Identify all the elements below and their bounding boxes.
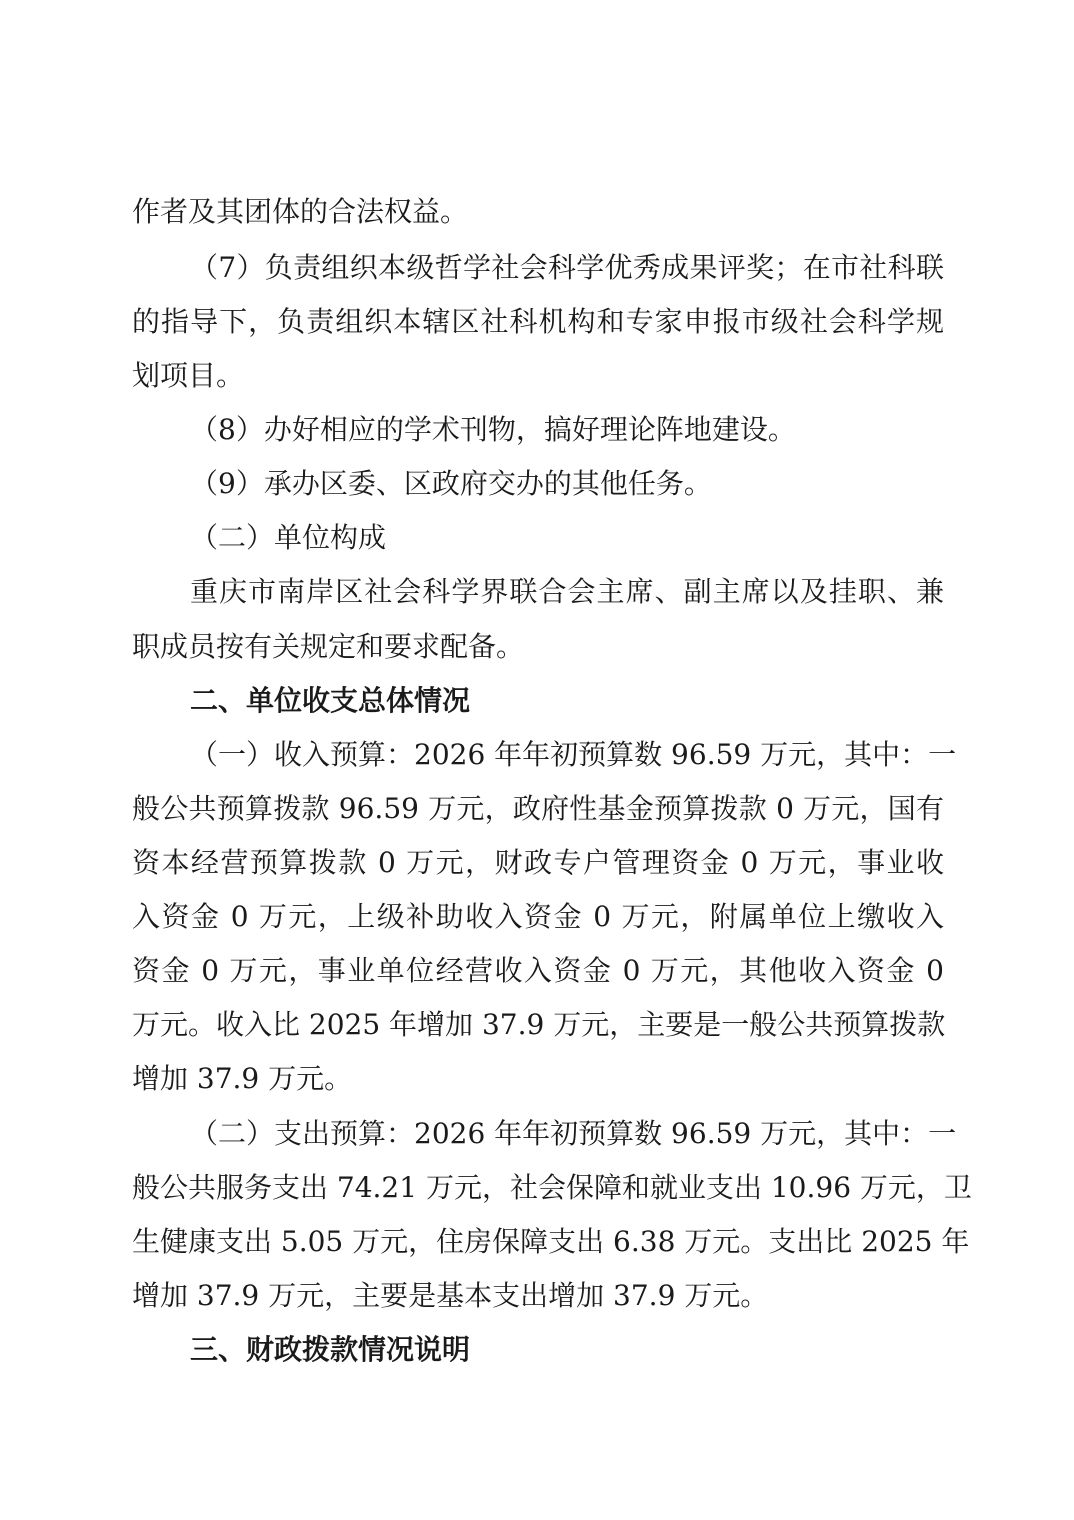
paragraph-line: 增加 37.9 万元。 — [132, 1062, 353, 1095]
paragraph-line: （二）支出预算：2026 年年初预算数 96.59 万元，其中：一 — [190, 1117, 957, 1150]
paragraph-line: 般公共预算拨款 96.59 万元，政府性基金预算拨款 0 万元，国有 — [132, 792, 944, 825]
paragraph-line: 作者及其团体的合法权益。 — [132, 195, 469, 228]
paragraph-line: （9）承办区委、区政府交办的其他任务。 — [190, 467, 712, 500]
paragraph-line: （二）单位构成 — [190, 521, 387, 554]
paragraph-line: 职成员按有关规定和要求配备。 — [132, 630, 525, 663]
paragraph-line: （7）负责组织本级哲学社会科学优秀成果评奖；在市社科联 — [190, 251, 944, 284]
paragraph-line: 资本经营预算拨款 0 万元，财政专户管理资金 0 万元，事业收 — [132, 846, 944, 879]
paragraph-line: 般公共服务支出 74.21 万元，社会保障和就业支出 10.96 万元，卫 — [132, 1171, 972, 1204]
paragraph-line: 资金 0 万元，事业单位经营收入资金 0 万元，其他收入资金 0 — [132, 954, 944, 987]
paragraph-line: 的指导下，负责组织本辖区社科机构和专家申报市级社会科学规 — [132, 305, 944, 338]
section-heading: 二、单位收支总体情况 — [190, 684, 471, 717]
paragraph-line: 增加 37.9 万元，主要是基本支出增加 37.9 万元。 — [132, 1279, 769, 1312]
paragraph-line: 入资金 0 万元，上级补助收入资金 0 万元，附属单位上缴收入 — [132, 900, 944, 933]
paragraph-line: 万元。收入比 2025 年增加 37.9 万元，主要是一般公共预算拨款 — [132, 1008, 946, 1041]
paragraph-line: 划项目。 — [132, 359, 245, 392]
paragraph-line: 重庆市南岸区社会科学界联合会主席、副主席以及挂职、兼 — [190, 575, 944, 608]
paragraph-line: （8）办好相应的学术刊物，搞好理论阵地建设。 — [190, 413, 796, 446]
paragraph-line: （一）收入预算：2026 年年初预算数 96.59 万元，其中：一 — [190, 738, 957, 771]
section-heading: 三、财政拨款情况说明 — [190, 1333, 471, 1366]
paragraph-line: 生健康支出 5.05 万元，住房保障支出 6.38 万元。支出比 2025 年 — [132, 1225, 970, 1258]
